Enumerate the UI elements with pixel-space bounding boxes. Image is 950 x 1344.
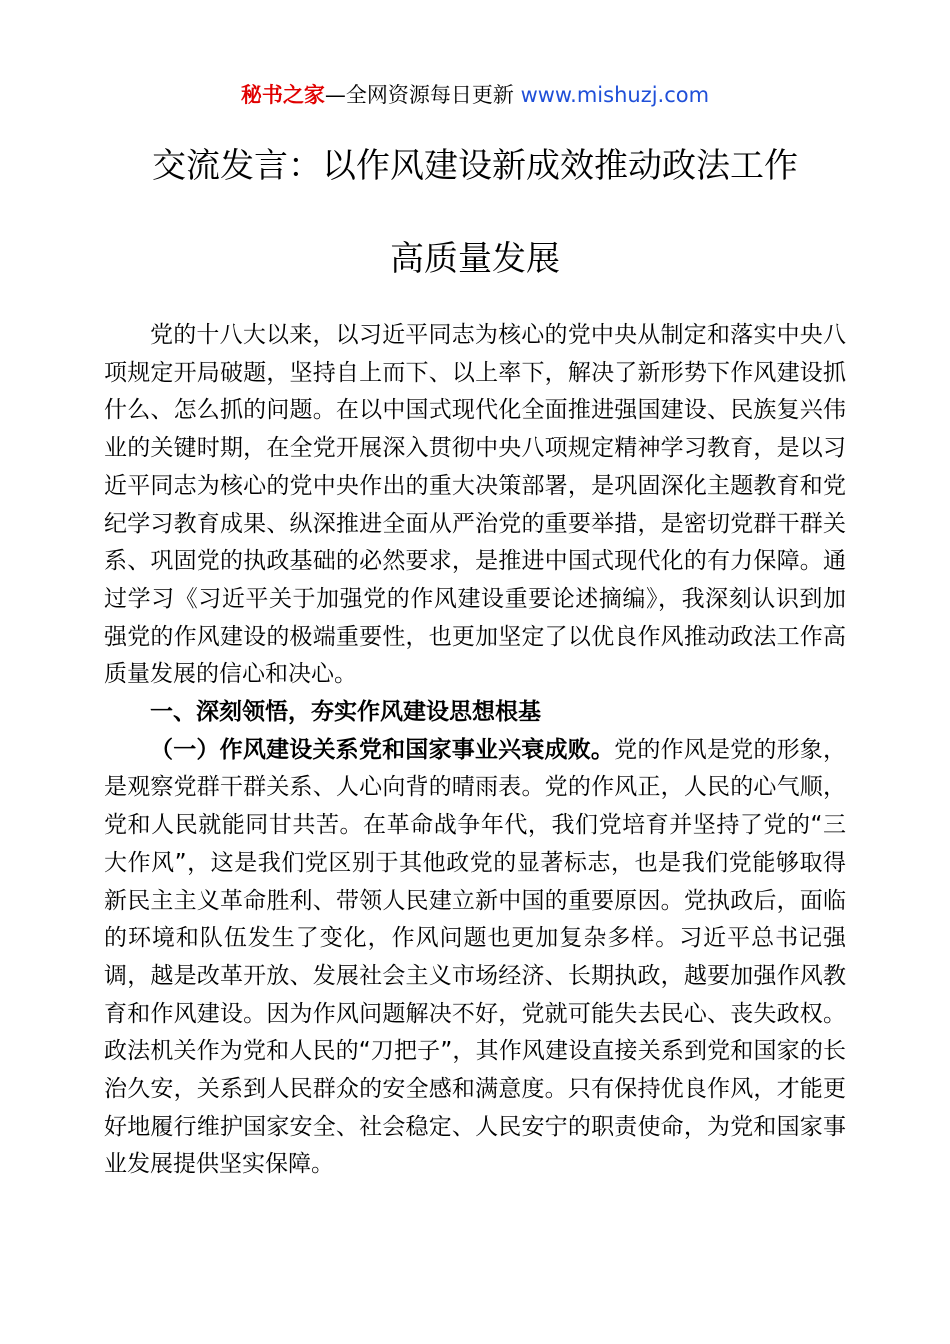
- intro-paragraph: 党的十八大以来，以习近平同志为核心的党中央从制定和落实中央八项规定开局破题，坚持自上而下、以上率下，解决了新形势下作风建设抓什么、怎么抓的问题。在以中国式现代化全面推进强国建设、民族复兴伟业的关键时期，在全党开展深入贯彻中央八项规定精神学习教育，是以习近平同志为核心的党中央作出的重大决策部署，是巩固深化主题教育和党纪学习教育成果、纵深推进全面从严治党的重要举措，是密切党群干群关系、巩固党的执政基础的必然要求，是推进中国式现代化的有力保障。通过学习《习近平关于加强党的作风建设重要论述摘编》，我深刻认识到加强党的作风建设的极端重要性，也更加坚定了以优良作风推动政法工作高质量发展的信心和决心。: [104, 322, 846, 688]
- site-header: [0, 79, 950, 111]
- subsection-heading-1: （一）作风建设关系党和国家事业兴衰成败。: [150, 736, 615, 763]
- document-body: [104, 317, 846, 1184]
- site-tagline: —全网资源每日更新: [324, 83, 521, 107]
- site-url-link[interactable]: www.mishuzj.com: [520, 83, 710, 107]
- site-brand: 秘书之家: [240, 83, 325, 107]
- document-title-line-1: 交流发言：以作风建设新成效推动政法工作: [152, 146, 798, 186]
- subsection-paragraph-1: [104, 732, 846, 1184]
- document-title-line-2: 高质量发展: [390, 239, 560, 279]
- subsection-text-1: 党的作风是党的形象，是观察党群干群关系、人心向背的晴雨表。党的作风正，人民的心气顺，党和人民就能同甘共苦。在革命战争年代，我们党培育并坚持了党的“三大作风”，这是我们党区别于其他政党的显著标志，也是我们党能够取得新民主主义革命胜利、带领人民建立新中国的重要原因。党执政后，面临的环境和队伍发生了变化，作风问题也更加复杂多样。习近平总书记强调，越是改革开放、发展社会主义市场经济、长期执政，越要加强作风教育和作风建设。因为作风问题解决不好，党就可能失去民心、丧失政权。政法机关作为党和人民的“刀把子”，其作风建设直接关系到党和国家的长治久安，关系到人民群众的安全感和满意度。只有保持优良作风，才能更好地履行维护国家安全、社会稳定、人民安宁的职责使命，为党和国家事业发展提供坚实保障。: [104, 736, 847, 1178]
- section-heading-1: 一、深刻领悟，夯实作风建设思想根基: [150, 699, 541, 726]
